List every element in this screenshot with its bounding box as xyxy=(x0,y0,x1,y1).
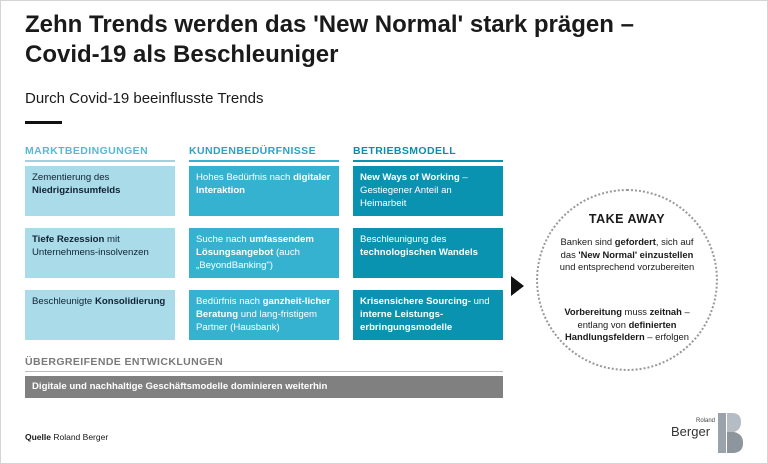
title-line-1: Zehn Trends werden das 'New Normal' stark prägen – xyxy=(25,11,634,38)
trend-box xyxy=(353,290,503,340)
text-segment: Niedrigzinsumfelds xyxy=(32,185,121,196)
text-segment: Tiefe Rezession xyxy=(32,234,105,245)
text-segment: Vorbereitung xyxy=(564,306,622,317)
text-segment: umfassendem Lösungsangebot xyxy=(196,234,314,258)
text-segment: zeitnah xyxy=(649,306,682,317)
text-segment: Bedürfnis nach xyxy=(196,296,263,307)
header-kundenbeduerfnisse: KUNDENBEDÜRFNISSE xyxy=(189,145,339,162)
text-segment: und xyxy=(470,296,490,307)
text-segment: digitaler Interaktion xyxy=(196,172,331,196)
overarching-bar: Digitale und nachhaltige Geschäftsmodelle dominieren weiterhin xyxy=(25,376,503,398)
roland-berger-logo-icon xyxy=(718,413,744,453)
trend-box xyxy=(25,290,175,340)
source-text: Roland Berger xyxy=(50,432,109,442)
text-segment: Hohes Bedürfnis nach xyxy=(196,172,294,183)
takeaway-paragraph-2 xyxy=(556,306,698,344)
text-segment: mit Unternehmens-insolvenzen xyxy=(32,234,149,258)
text-segment: – Gestiegener Anteil an Heimarbeit xyxy=(360,172,468,209)
title-line-2: Covid-19 als Beschleuniger xyxy=(25,41,339,68)
source-label: Quelle xyxy=(25,432,51,442)
header-betriebsmodell: BETRIEBSMODELL xyxy=(353,145,503,162)
trend-box xyxy=(189,228,339,278)
trend-box xyxy=(25,228,175,278)
text-segment: Suche nach xyxy=(196,234,250,245)
trend-box xyxy=(189,166,339,216)
text-segment: muss xyxy=(621,306,650,317)
logo-roland: Roland xyxy=(696,418,716,424)
takeaway-title: TAKE AWAY xyxy=(588,212,666,226)
logo-berger: Berger xyxy=(671,424,711,439)
page-title xyxy=(25,10,725,70)
text-segment: Beschleunigung des xyxy=(360,234,447,245)
text-segment: , sich auf das xyxy=(560,236,694,260)
title-rule xyxy=(25,121,62,124)
text-segment: – entlang von xyxy=(577,306,690,330)
subtitle: Durch Covid-19 beeinflusste Trends xyxy=(25,90,264,107)
text-segment: technologischen Wandels xyxy=(360,247,478,258)
trend-box xyxy=(25,166,175,216)
source-note xyxy=(25,432,108,442)
arrow-right-icon xyxy=(511,276,524,296)
text-segment: – erfolgen xyxy=(644,331,689,342)
text-segment: definierten Handlungsfeldern xyxy=(564,318,677,342)
text-segment: Krisensichere Sourcing- xyxy=(360,296,471,307)
text-segment: Zementierung des xyxy=(32,172,110,183)
text-segment: (auch „BeyondBanking") xyxy=(196,247,300,271)
text-segment: Banken sind xyxy=(560,236,615,247)
text-segment: Konsolidierung xyxy=(94,296,166,307)
trend-box xyxy=(353,228,503,278)
text-segment: und entsprechend vorzubereiten xyxy=(559,261,695,272)
text-segment: interne Leistungs-erbringungsmodelle xyxy=(360,309,453,333)
trend-box xyxy=(353,166,503,216)
text-segment: New Ways of Working xyxy=(360,172,460,183)
overarching-header: ÜBERGREIFENDE ENTWICKLUNGEN xyxy=(25,356,503,372)
text-segment: und lang-fristigem Partner (Hausbank) xyxy=(196,309,318,333)
trend-box xyxy=(189,290,339,340)
text-segment: 'New Normal' einzustellen xyxy=(578,248,694,260)
text-segment: ganzheit-licher Beratung xyxy=(196,296,331,320)
takeaway-paragraph-1 xyxy=(556,236,698,274)
text-segment: gefordert xyxy=(614,236,656,247)
header-marktbedingungen: MARKTBEDINGUNGEN xyxy=(25,145,175,162)
text-segment: Beschleunigte xyxy=(32,296,95,307)
